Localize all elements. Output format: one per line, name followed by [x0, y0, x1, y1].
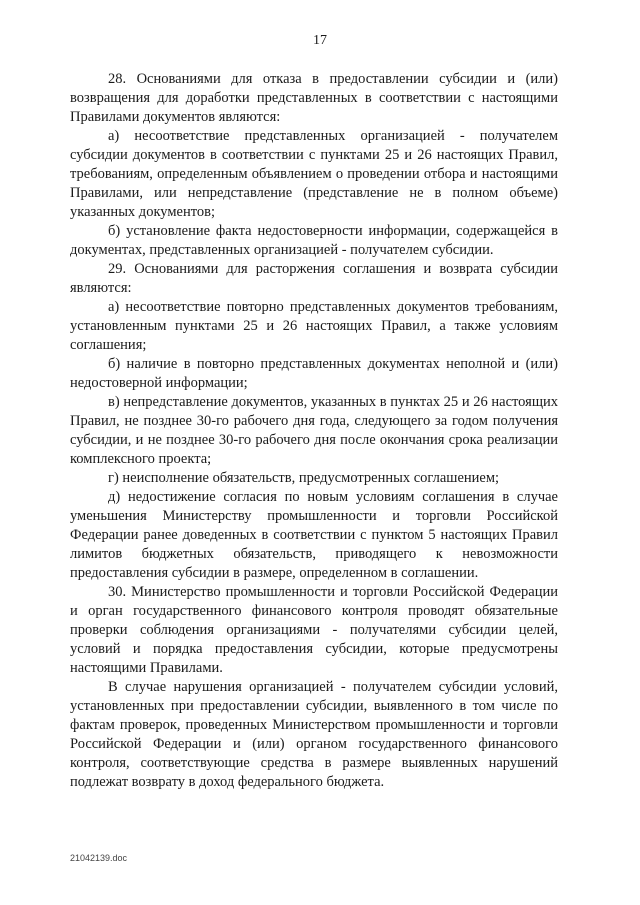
document-file-id: 21042139.doc: [70, 853, 128, 863]
paragraph-28-a: а) несоответствие представленных организацией - получателем субсидии документов в соответствии с пунктами 25 и 26 настоящих Правил, требованиям, определенным объявлением о проведении отбора и настоящими Правилами, или непредставление (представление не в полном объеме) указанных документов;: [70, 128, 558, 220]
paragraph-28: 28. Основаниями для отказа в предоставлении субсидии и (или) возвращения для доработки представленных в соответствии с настоящими Правилами документов являются:: [70, 71, 558, 125]
paragraph-29-b: б) наличие в повторно представленных документах неполной и (или) недостоверной информации;: [70, 356, 558, 391]
paragraph-29-v: в) непредставление документов, указанных в пунктах 25 и 26 настоящих Правил, не позднее 30-го рабочего дня года, следующего за годом получения субсидии, и не позднее 30-го рабочего дня после окончания срока реализации комплексного проекта;: [70, 394, 558, 467]
paragraph-29-a: а) несоответствие повторно представленных документов требованиям, установленным пунктами 25 и 26 настоящих Правил, а также условиям соглашения;: [70, 299, 558, 353]
paragraph-30: 30. Министерство промышленности и торговли Российской Федерации и орган государственного финансового контроля проводят обязательные проверки соблюдения организациями - получателями субсидии целей, условий и порядка предоставления субсидии, которые предусмотрены настоящими Правилами.: [70, 584, 558, 676]
paragraph-29-d: д) недостижение согласия по новым условиям соглашения в случае уменьшения Министерству промышленности и торговли Российской Федерации ранее доведенных в соответствии с пунктом 5 настоящих Правил лимитов бюджетных обязательств, приводящего к невозможности предоставления субсидии в размере, определенном в соглашении.: [70, 489, 558, 581]
paragraph-30-violation: В случае нарушения организацией - получателем субсидии условий, установленных при предоставлении субсидии, выявленного в том числе по фактам проверок, проведенных Министерством промышленности и торговли Российской Федерации и (или) органом государственного финансового контроля, соответствующие средства в размере выявленных нарушений подлежат возврату в доход федерального бюджета.: [70, 679, 558, 790]
paragraph-29: 29. Основаниями для расторжения соглашения и возврата субсидии являются:: [70, 261, 558, 296]
page-number: 17: [313, 33, 327, 48]
paragraph-29-g: г) неисполнение обязательств, предусмотренных соглашением;: [108, 470, 500, 486]
document-body: [70, 70, 558, 792]
paragraph-28-b: б) установление факта недостоверности информации, содержащейся в документах, представленных организацией - получателем субсидии.: [70, 223, 558, 258]
